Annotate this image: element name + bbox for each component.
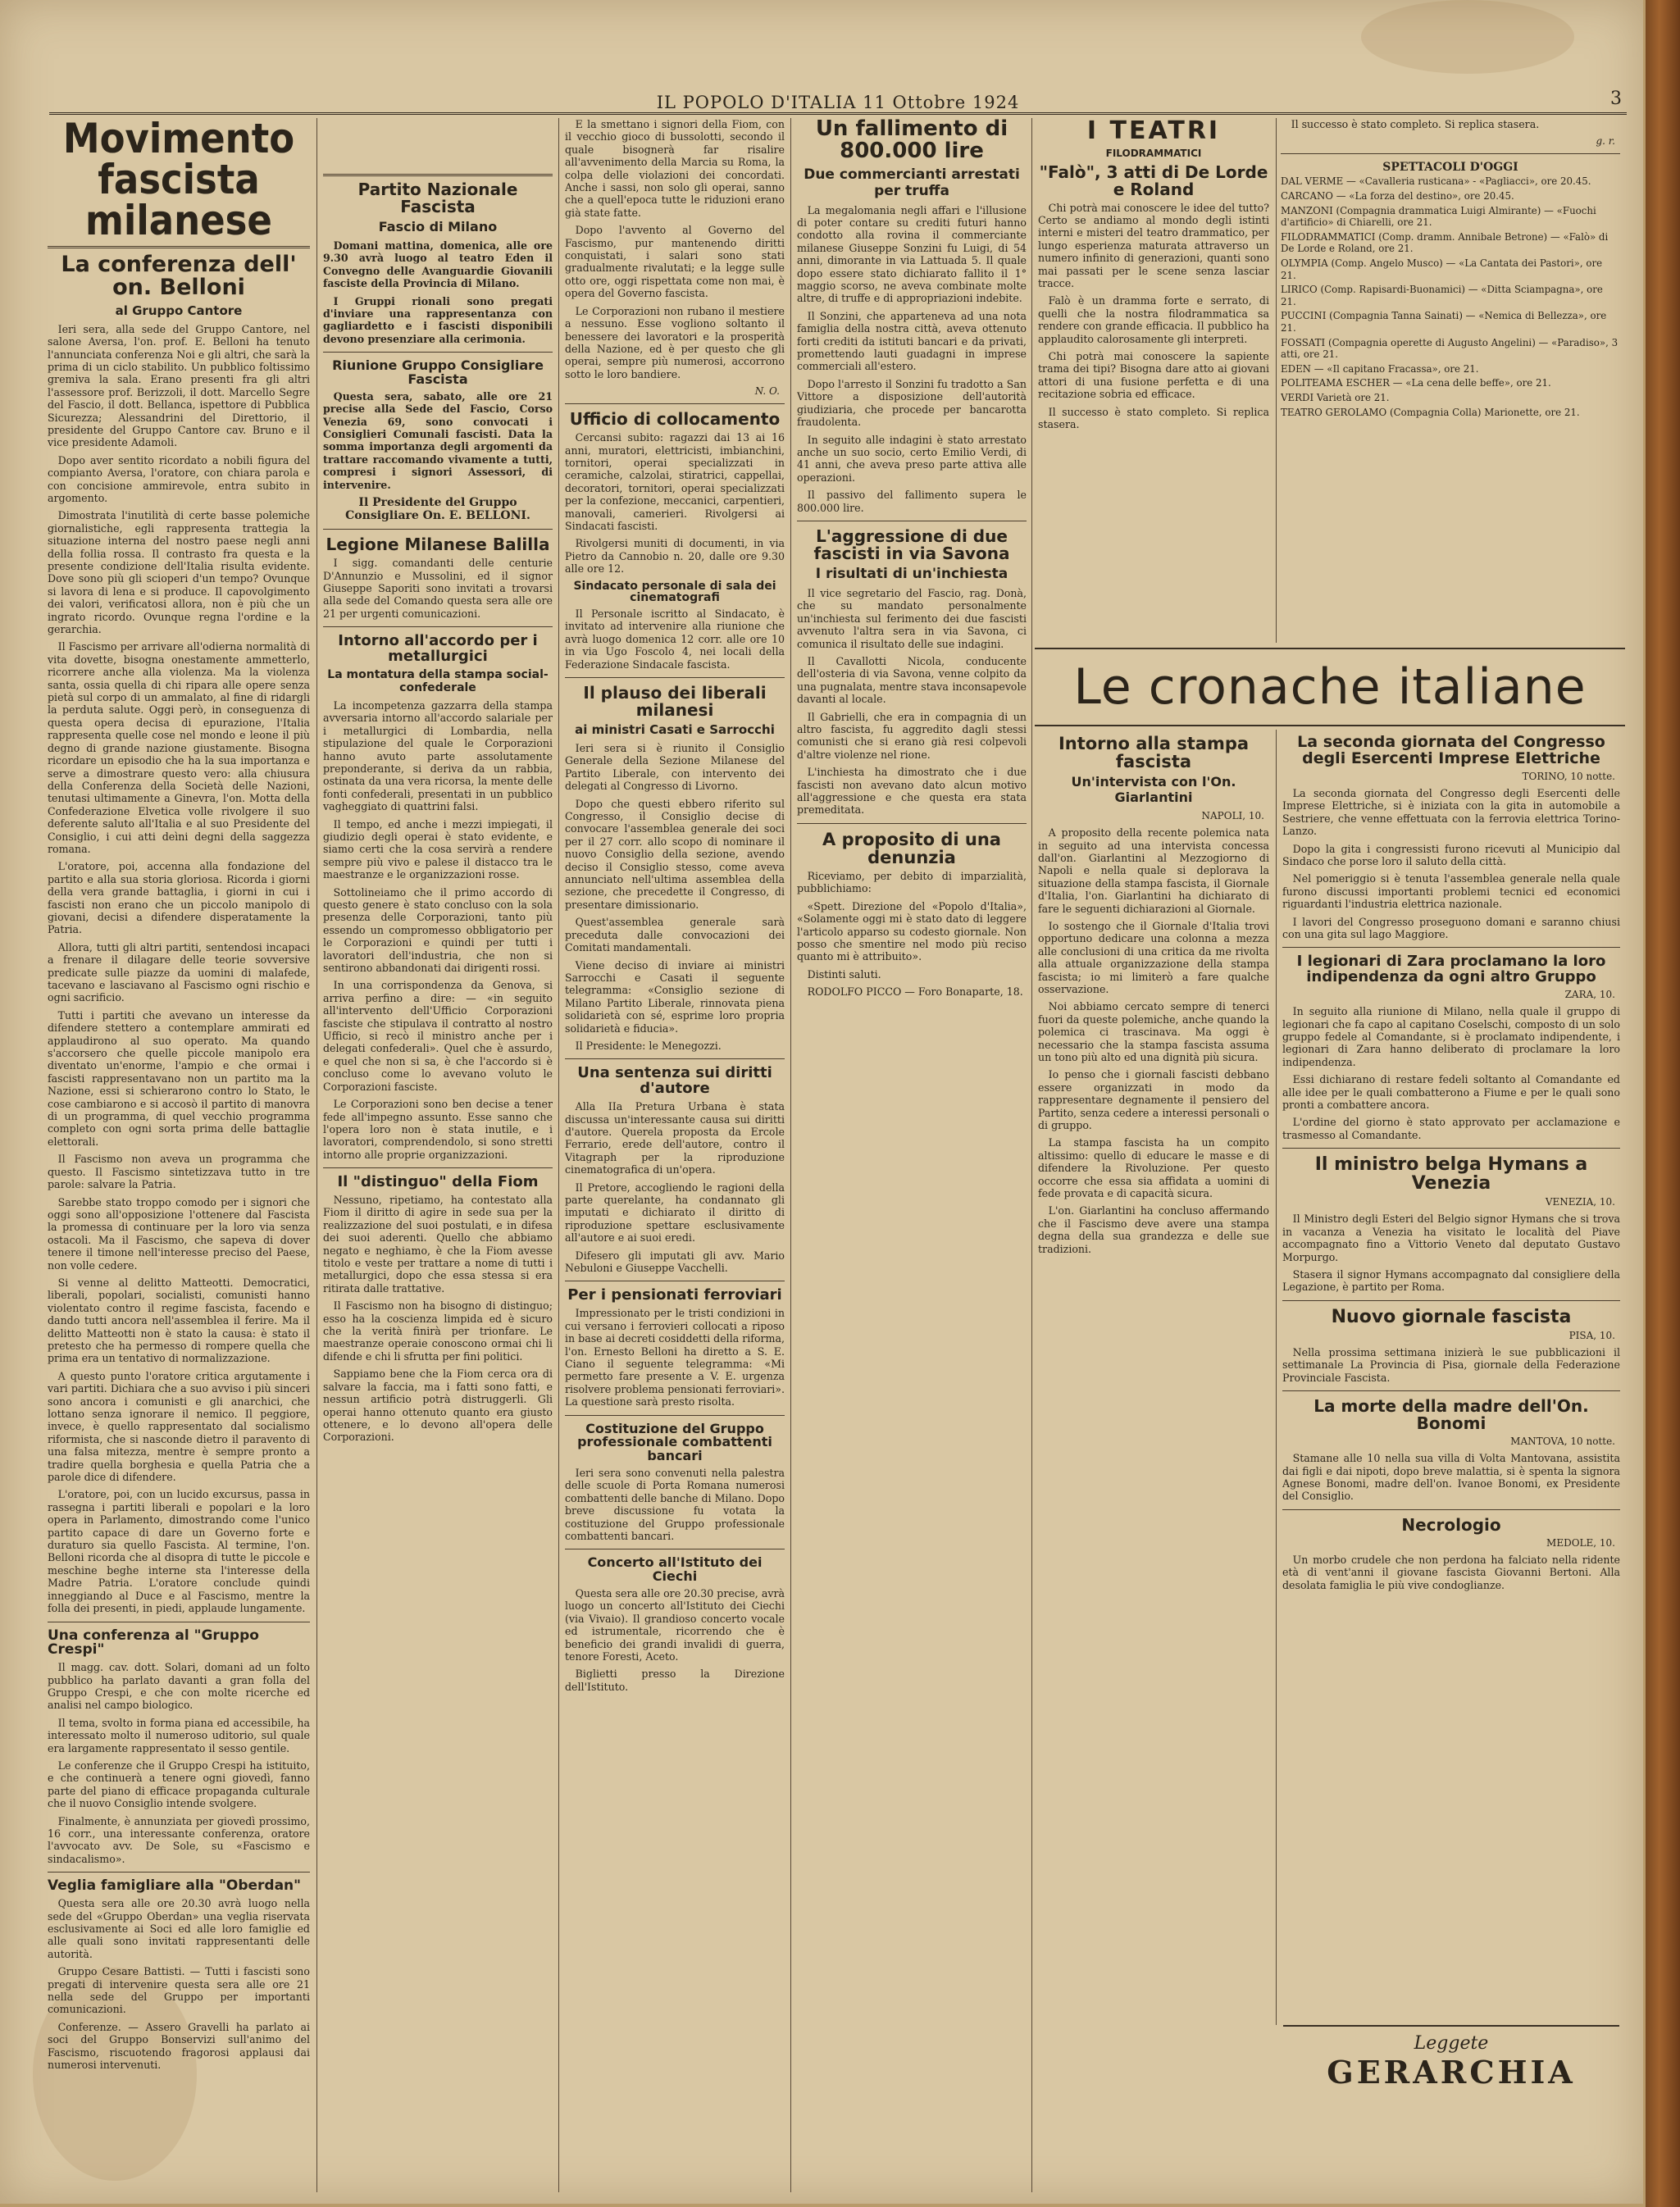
article-paragraph: Le Corporazioni sono ben decise a tener fede all'impegno assunto. Esse sanno che l'opera loro non è stata inutile, e i lavoratori, comprendendolo, si sono stretti intorno alle proprie organizzazioni. [323,1098,553,1161]
article-paragraph: Sottolineiamo che il primo accordo di questo genere è stato concluso con la sola presenza delle Corporazioni, tanto più essendo un compromesso obbligatorio per le Corporazioni e quindi per tutti i lavoratori dell'industria, che non si sentirono abbandonati dai dirigenti rossi. [323,885,553,975]
article-paragraph: Noi abbiamo cercato sempre di tenerci fuori da queste polemiche, anche quando la polemica ci trascinava. Ma oggi è necessario che la stampa fascista assuma un tono più alto ed una dignità più sicura. [1038,1000,1269,1063]
article-paragraph: Questa sera alle ore 20.30 avrà luogo nella sede del «Gruppo Oberdan» una veglia riservata esclusivamente ai Soci ed alle loro famiglie ed alle quali sono invitati rappresentanti delle autorità. [48,1897,310,1960]
article-paragraph: Domani mattina, domenica, alle ore 9.30 avrà luogo al teatro Eden il Convegno delle Avanguardie Giovanili fasciste della Provincia di Milano. [323,239,553,290]
article-paragraph: Il vice segretario del Fascio, rag. Donà, che su mandato personalmente un'inchiesta sul ferimento dei due fascisti avvenuto l'altra sera in via Savona, ci comunica il risultato delle sue indagini. [797,586,1027,650]
ad-line: Leggete [1414,2033,1489,2054]
article-paragraph: Il tema, svolto in forma piana ed accessibile, ha interessato molto il numeroso uditorio, sul quale era largamente rappresentato il sesso gentile. [48,1716,310,1754]
article-subtitle: ai ministri Casati e Sarrocchi [575,722,775,737]
article-title: Veglia famigliare alla "Oberdan" [48,1877,302,1895]
article-paragraph: Dopo che questi ebbero riferito sul Congresso, il Consiglio decise di convocare l'assemblea generale dei soci per il 27 corr. allo scopo di nominare il nuovo Consiglio della sezione, avendo deciso il Consiglio stesso, come aveva annunciato nell'ultima assemblea della sezione, che precedette il Congresso, di presentare dimissionario. [565,797,785,911]
article-paragraph: Sarebbe stato troppo comodo per i signori che oggi sono all'opposizione l'ottenere dal Fascista la promessa di continuare per la loro via senza ostacoli. Ma il Fascismo, che sapeva di dover tenere il timone nell'interesse preciso del Paese, non volle cedere. [48,1195,310,1272]
article-title: Riunione Gruppo Consigliare Fascista [332,357,544,388]
article-paragraph: Dopo l'avvento al Governo del Fascismo, pur mantenendo diritti conquistati, i salari sono stati gradualmente rivalutati; e la legge sulle otto ore, oggi rispettata come non mai, è opera del Governo fascista. [565,224,785,300]
column-1 [48,118,310,2184]
article-paragraph: La stampa fascista ha un compito altissimo: quello di educare le masse e di difendere la Rivoluzione. Per questo occorre che essa sia affidata a uomini di fede provata e di capacità sicura. [1038,1136,1269,1200]
article-headline: "Falò", 3 atti di De Lorde e Roland [1039,162,1268,199]
article-title: Intorno alla stampa fascista [1058,735,1250,772]
article-dateline: MANTOVA, 10 notte. [1510,1436,1615,1448]
article-paragraph: Il tempo, ed anche i mezzi impiegati, il giudizio degli operai è stato evidente, e siamo certi che la cosa servirà a rendere sempre più vivo e palese il distacco tra le maestranze e le organizzazioni rosse. [323,817,553,881]
listing-item: LIRICO (Comp. Rapisardi-Buonamici) — «Ditta Sciampagna», ore 21. [1281,284,1603,307]
article-paragraph: Chi potrà mai conoscere le idee del tutto? Certo se andiamo al mondo degli istinti interni e misteri del teatro drammatico, per lungo esperienza maturata attraverso un numero infinito di generazioni, quanti sono mai passati per le scene senza lasciar tracce. [1038,201,1269,289]
article-title: Ufficio di collocamento [569,409,781,430]
article-dateline: ZARA, 10. [1564,989,1615,1001]
column-rule [1276,118,1277,643]
column-6 [1038,735,1269,2194]
article-paragraph: I Gruppi rionali sono pregati d'inviare una rappresentanza con gagliardetto e i fascisti disponibili devono presenziare alla cerimonia. [323,294,553,345]
article-paragraph: Dimostrata l'inutilità di certe basse polemiche giornalistiche, egli rappresenta trattegia la situazione interna del nostro paese negli anni della follia rossa. Il contrasto fra questa e la presente condizione dell'Italia risulta evidente. Dove sono più gli scioperi d'un tempo? Ovunque si lavora di lena e si produce. Il capovolgimento dei valori, verificatosi allora, non è più che un ingrato ricordo. Ovunque regna l'ordine e la gerarchia. [48,509,310,636]
article-paragraph: Biglietti presso la Direzione dell'Istituto. [565,1668,785,1693]
article-paragraph: Questa sera alle ore 20.30 precise, avrà luogo un concerto all'Istituto dei Ciechi (via Vivaio). Il grandioso concerto vocale ed istrumentale, ricorrendo che è beneficio dei grandi invalidi di guerra, tenore Foresti, Aceto. [565,1586,785,1663]
column-rule [1276,730,1277,2025]
book-binding [1646,0,1680,2207]
article-paragraph: I sigg. comandanti delle centurie D'Annunzio e Mussolini, ed il signor Giuseppe Saporiti sono invitati a trovarsi alla sede del Comando questa sera alle ore 21 per urgenti comunicazioni. [323,557,553,620]
article-paragraph: RODOLFO PICCO — Foro Bonaparte, 18. [807,985,1023,999]
article-title: Nuovo giornale fascista [1331,1306,1572,1327]
article-paragraph: Le conferenze che il Gruppo Crespi ha istituito, e che continuerà a tenere ogni giovedì, fanno parte del piano di efficace propaganda culturale che il nuovo Consiglio intende svolgere. [48,1759,310,1810]
listing-item: PUCCINI (Compagnia Tanna Sainati) — «Nemica di Bellezza», ore 21. [1281,310,1607,334]
article-dateline: PISA, 10. [1568,1329,1615,1341]
article-title: Il plauso dei liberali milanesi [583,683,767,720]
article-paragraph: In una corrispondenza da Genova, si arriva perfino a dire: — «in seguito all'intervento dell'Ufficio Corporazioni fasciste che stipulava il contratto al nostro Ufficio, si recò il ministro anche per i delegati confederali». Quel che è assurdo, e quel che non si sa, è che l'accordo si è concluso come lo avevano voluto le Corporazioni fasciste. [323,979,553,1093]
article-paragraph: Il Fascismo non aveva un programma che questo. Il Fascismo sintetizzava tutto in tre parole: salvare la Patria. [48,1153,310,1191]
article-paragraph: La megalomania negli affari e l'illusione di poter contare su crediti futuri hanno condotto alla rovina il commerciante milanese Giuseppe Sonzini fu Luigi, di 54 anni, dimorante in via Lattuada 5. Il quale dopo essere stato dichiarato fallito il 1° maggio scorso, ne aveva combinate molte altre, di truffe e di appropriazioni indebite. [797,203,1027,305]
page-headline: Movimento fascista milanese [62,118,295,244]
column-3 [565,118,785,2184]
column-7 [1282,735,1620,2022]
article-paragraph: Distinti saluti. [807,967,881,981]
masthead [49,84,1627,115]
article-paragraph: Io sostengo che il Giornale d'Italia trovi opportuno dedicare una colonna a mezza alle conclusioni di una critica da me rivolta alla attuale organizzazione della stampa fascista; io mi limiterò a fare qualche osservazione. [1038,919,1269,995]
article-paragraph: Il Sonzini, che apparteneva ad una nota famiglia della nostra città, aveva ottenuto forti crediti da istituti bancari e da privati, promettendo lauti guadagni in imprese commerciali all'estero. [797,309,1027,373]
article-paragraph: A questo punto l'oratore critica argutamente i vari partiti. Dichiara che a suo avviso i più sinceri sono ancora i comunisti e gli anarchici, che lottano senza ignorare il nemico. Il peggiore, invece, è quello rappresentato dal socialismo riformista, che si nasconde dietro il paravento di una falsa mitezza, mentre è sempre pronto a tradire quella borghesia e quella Patria che a parole dice di difendere. [48,1369,310,1484]
article-paragraph: Sappiamo bene che la Fiom cerca ora di salvare la faccia, ma i fatti sono fatti, e nessun artificio potrà distruggerli. Gli operai hanno ottenuto quanto era giusto ottenere, e lo devono all'opera delle Corporazioni. [323,1367,553,1444]
article-signature: N. O. [754,385,780,398]
article-subtitle: I risultati di un'inchiesta [815,565,1008,582]
article-paragraph: Nella prossima settimana inizierà le sue pubblicazioni il settimanale La Provincia di Pisa, giornale della Federazione Provinciale Fascista. [1282,1345,1620,1384]
article-paragraph: Il Gabrielli, che era in compagnia di un altro fascista, fu aggredito dagli stessi comunisti che si erano già resi colpevoli d'altre violenze nel rione. [797,710,1027,761]
listing-item: DAL VERME — «Cavalleria rusticana» - «Pagliacci», ore 20.45. [1281,175,1591,188]
article-paragraph: Cercansi subito: ragazzi dai 13 ai 16 anni, muratori, elettricisti, imbianchini, tornitori, operai specializzati in ceramiche, calzolai, stiratrici, cappellai, decoratori, tornitori, operai specializzati per la confezione, meccanici, carpentieri, manovali, camerieri. Rivolgersi ai Sindacati fascisti. [565,431,785,532]
article-paragraph: Quest'assemblea generale sarà preceduta dalle convocazioni dei Comitati mandamentali. [565,916,785,954]
article-paragraph: In seguito alle indagini è stato arrestato anche un suo socio, certo Emilio Verdi, di 41 anni, che aveva preso parte attiva alle operazioni. [797,433,1027,484]
article-paragraph: Il Ministro degli Esteri del Belgio signor Hymans che si trova in vacanza a Venezia ha visitato le località del Piave accompagnato fino a Vittorio Veneto dal deputato Gustavo Morpurgo. [1282,1213,1620,1263]
article-paragraph: Conferenze. — Assero Gravelli ha parlato ai soci del Gruppo Bonservizi sull'animo del Fascismo, riscuotendo fragorosi applausi dai numerosi intervenuti. [48,2020,310,2071]
column-4 [797,118,1027,2184]
article-paragraph: Il Pretore, accogliendo le ragioni della parte querelante, ha condannato gli imputati e dichiarato il diritto di riproduzione spettare esclusivamente all'autore e ai suoi eredi. [565,1181,785,1245]
article-title: Necrologio [1401,1514,1501,1535]
article-paragraph: Le Corporazioni non rubano il mestiere a nessuno. Esse vogliono soltanto il benessere dei lavoratori e la prosperità della Nazione, ed è per questo che gli operai, sempre più numerosi, accorrono sotto le loro bandiere. [565,304,785,380]
article-paragraph: La seconda giornata del Congresso degli Esercenti delle Imprese Elettriche, si è iniziata con la gita in automobile a Sestriere, che venne effettuata con la ferrovia elettrica Torino-Lanzo. [1282,786,1620,838]
article-paragraph: Chi potrà mai conoscere la sapiente trama dei tipi? Bisogna dare atto ai giovani attori di una fusione perfetta e di una recitazione sobria ed efficace. [1038,349,1269,401]
article-paragraph: L'inchiesta ha dimostrato che i due fascisti non avevano dato alcun motivo all'aggressione e che questa era stata premeditata. [797,766,1027,817]
article-paragraph: Ieri sera, alla sede del Gruppo Cantore, nel salone Aversa, l'on. prof. E. Belloni ha tenuto l'annunciata conferenza Noi e gli altri, che sarà la prima di un ciclo stabilito. Un pubblico foltissimo gremiva la sala. Erano presenti fra gli altri l'assessore prof. Berizzoli, il dott. Marcello Segre del Fascio, il dott. Bellanca, ispettore di Pubblica Sicurezza; Alessandrini del Direttorio, il presidente del Gruppo Cantore cav. Bruno e il vice presidente Adamoli. [48,322,310,449]
article-subtitle: Fascio di Milano [378,219,498,234]
article-title: L'aggressione di due fascisti in via Savona [813,526,1010,563]
listing-item: TEATRO GEROLAMO (Compagnia Colla) Marionette, ore 21. [1281,406,1580,418]
article-paragraph: Il successo è stato completo. Si replica stasera. [1291,118,1540,130]
article-paragraph: Gruppo Cesare Battisti. — Tutti i fascisti sono pregati di intervenire questa sera alle ore 21 nella sede del Gruppo per importanti comunicazioni. [48,1965,310,2016]
article-dateline: MEDOLE, 10. [1546,1536,1615,1549]
article-title: Partito Nazionale Fascista [357,180,518,216]
article-paragraph: E la smettano i signori della Fiom, con il vecchio gioco di bussolotti, secondo il quale bisognerà far risalire all'avvenimento della Marcia su Roma, la colpa delle violazioni dei concordati. Anche i sassi, non solo gli operai, sanno che a quell'epoca tutte le riduzioni erano già state fatte. [565,118,785,219]
article-paragraph: Il successo è stato completo. Si replica stasera. [1038,405,1269,430]
article-paragraph: L'on. Giarlantini ha concluso affermando che il Fascismo deve avere una stampa degna della sua grandezza e delle sue tradizioni. [1038,1204,1269,1255]
article-title: Concerto all'Istituto dei Ciechi [587,1554,763,1585]
page-number: 3 [1610,89,1622,109]
article-paragraph: Dopo la gita i congressisti furono ricevuti al Municipio dal Sindaco che porse loro il saluto della città. [1282,842,1620,867]
article-paragraph: Si venne al delitto Matteotti. Democratici, liberali, popolari, socialisti, comunisti hanno violentato contro il regime fascista, facendo e dando tutti ancora nell'assemblea il ferire. Ma il delitto Matteotti non è stato la causa: è stato il pretesto che ha permesso di rompere quella che prima era un tentativo di normalizzazione. [48,1276,310,1365]
article-title: La morte della madre dell'On. Bonomi [1313,1396,1589,1434]
listing-item: CARCANO — «La forza del destino», ore 20.45. [1281,190,1514,202]
article-title: Una sentenza sui diritti d'autore [577,1064,772,1098]
article-paragraph: Finalmente, è annunziata per giovedì prossimo, 16 corr., una interessante conferenza, oratore l'avvocato avv. De Sole, su «Fascismo e sindacalismo». [48,1814,310,1865]
article-paragraph: In seguito alla riunione di Milano, nella quale il gruppo di legionari che fa capo al capitano Coselschi, composto di un solo gruppo fedele al Comandante, si è proclamato indipendente, i legionari di Zara hanno deliberato di proclamare la loro indipendenza. [1282,1005,1620,1068]
article-dateline: TORINO, 10 notte. [1522,770,1615,782]
article-paragraph: Il Presidente: le Menegozzi. [575,1039,722,1052]
article-title: Per i pensionati ferroviari [567,1286,782,1304]
listing-item: MANZONI (Compagnia drammatica Luigi Almirante) — «Fuochi d'artificio» di Chiarelli, ore 21. [1281,204,1596,229]
article-subtitle: al Gruppo Cantore [115,303,243,318]
column-5 [1038,118,1269,643]
ad-title: GERARCHIA [1327,2054,1576,2091]
article-title: Costituzione del Gruppo professionale combattenti bancari [577,1420,772,1464]
listing-item: FOSSATI (Compagnia operette di Augusto Angelini) — «Paradiso», 3 atti, ore 21. [1281,336,1619,361]
column-rule [316,118,317,2192]
article-paragraph: Ieri sera sono convenuti nella palestra delle scuole di Porta Romana numerosi combattenti delle banche di Milano. Dopo breve discussione fu votata la costituzione del Gruppo professionale combattenti bancari. [565,1466,785,1542]
listing-item: VERDI Varietà ore 21. [1281,391,1390,403]
column-rule [790,118,791,2192]
article-title: I legionari di Zara proclamano la loro indipendenza da ogni altro Gruppo [1296,953,1606,986]
masthead-title: IL POPOLO D'ITALIA 11 Ottobre 1924 [656,93,1020,112]
article-title: Una conferenza al "Gruppo Crespi" [48,1627,259,1659]
article-title: La conferenza dell' on. Belloni [61,252,297,301]
listing-item: POLITEAMA ESCHER — «La cena delle beffe», ore 21. [1281,377,1551,389]
article-paragraph: L'ordine del giorno è stato approvato per acclamazione e trasmesso al Comandante. [1282,1116,1620,1141]
article-paragraph: Io penso che i giornali fascisti debbano essere organizzati in modo da rappresentare degnamente il pensiero del Partito, senza cedere a interessi personali o di gruppo. [1038,1068,1269,1132]
column-rule [558,118,559,2192]
article-paragraph: Il magg. cav. dott. Solari, domani ad un folto pubblico ha parlato davanti a gran folla del Gruppo Crespi, e che con molte ricerche ed analisi nel campo biologico. [48,1661,310,1712]
section-banner-title: Le cronache italiane [1073,658,1587,716]
article-paragraph: L'oratore, poi, con un lucido excursus, passa in rassegna i partiti liberali e popolari e la loro opera in Parlamento, dimostrando come l'unico partito capace di dare un Governo forte e duraturo sia quello Fascista. Al termine, l'on. Belloni ricorda che al disopra di tutte le piccole e meschine beghe interne sta l'interesse della Madre Patria. L'oratore conclude quindi inneggiando al Duce e al Fascismo, mentre la folla dei presenti, in piedi, applaude lungamente. [48,1488,310,1615]
article-signature: g. r. [1596,135,1615,148]
article-subtitle: Due commercianti arrestati per truffa [804,166,1020,199]
article-paragraph: Falò è un dramma forte e serrato, di quelli che la nostra filodrammatica sa rendere con grande efficacia. Il pubblico ha applaudito calorosamente gli interpreti. [1038,294,1269,345]
article-paragraph: A proposito della recente polemica nata in seguito ad una intervista concessa dall'on. Giarlantini al Mezzogiorno di Napoli e nella quale si deplorava la situazione della stampa fascista, il Giornale d'Italia, l'on. Giarlantini ha dichiarato di fare le seguenti dichiarazioni al Giornale. [1038,826,1269,915]
article-paragraph: Il Fascismo non ha bisogno di distinguo; esso ha la coscienza limpida ed è sicuro che la verità finirà per trionfare. Le maestranze operaie conoscono ormai chi li difende e chi li sfrutta per fini politici. [323,1299,553,1363]
article-title: Intorno all'accordo per i metallurgici [338,632,538,666]
article-title: Sindacato personale di sala dei cinematografi [573,579,776,605]
article-paragraph: Allora, tutti gli altri partiti, sentendosi incapaci a frenare il dilagare delle teorie sovversive predicate sulle piazze da uomini di malafede, tacevano e lasciavano al Fascismo ogni rischio e ogni sacrificio. [48,940,310,1004]
article-paragraph: Questa sera, sabato, alle ore 21 precise alla Sede del Fascio, Corso Venezia 69, sono convocati i Consiglieri Comunali fascisti. Data la somma importanza degli argomenti da trattare raccomando vivamente a tutti, compresi i signori Assessori, di intervenire. [323,389,553,491]
column-rule [1031,118,1032,2192]
listing-item: OLYMPIA (Comp. Angelo Musco) — «La Cantata dei Pastori», ore 21. [1281,257,1603,281]
article-dateline: NAPOLI, 10. [1201,810,1264,822]
article-paragraph: L'oratore, poi, accenna alla fondazione del partito e alla sua storia gloriosa. Ricorda i giorni della vera grande battaglia, i giorni in cui i fascisti non erano che un piccolo manipolo di giovani, decisi a difendere disperatamente la Patria. [48,860,310,936]
article-paragraph: Il passivo del fallimento supera le 800.000 lire. [797,489,1027,514]
section-title: SPETTACOLI D'OGGI [1382,161,1518,175]
article-paragraph: Dopo aver sentito ricordato a nobili figura del compianto Aversa, l'oratore, con chiara parola e con concisione ammirevole, entra subito in argomento. [48,453,310,504]
article-paragraph: Riceviamo, per debito di imparzialità, pubblichiamo: [797,869,1027,895]
article-signature: Il Presidente del Gruppo Consigliare On. E. BELLONI. [345,496,530,523]
article-paragraph: Stasera il signor Hymans accompagnato dal consigliere della Legazione, è partito per Roma. [1282,1268,1620,1294]
article-title: I TEATRI [1086,118,1221,145]
article-paragraph: Rivolgersi muniti di documenti, in via Pietro da Cannobio n. 20, dalle ore 9.30 alle ore 12. [565,537,785,576]
article-title: La seconda giornata del Congresso degli Esercenti Imprese Elettriche [1297,735,1605,767]
article-paragraph: Il Fascismo per arrivare all'odierna normalità di vita dovette, bisogna onestamente ammetterlo, ricorrere anche alla violenza. Ma la violenza santa, ossia quella di chi ripara alle opere senza pietà sul corpo di un ammalato, al fine di ridargli la perduta salute. Oggi però, in conseguenza di questa opera decisa di epurazione, l'Italia rappresenta quelle cose nel mondo e leone il più degno di grande nazione giustamente. Bisogna ricordare un episodio che ha la sua importanza e serve a dimostrare questo vero: alla chiusura della Conferenza della Società delle Nazioni, tenutasi ultimamente a Ginevra, l'on. Motta della Confederazione Elvetica volle rivolgere il suo deferente saluto all'Italia e al suo Presidente del Consiglio, i cui atti deìni degni della saggezza romana. [48,640,310,855]
article-paragraph: Alla IIa Pretura Urbana è stata discussa un'interessante causa sui diritti d'autore. Querela proposta da Ercole Ferrario, erede dell'autore, contro il Vitagraph per la riproduzione cinematografica di un'opera. [565,1100,785,1176]
article-paragraph: Il Personale iscritto al Sindacato, è invitato ad intervenire alla riunione che avrà luogo domenica 12 corr. alle ore 10 in via Ugo Foscolo 4, nei locali della Federazione Sindacale fascista. [565,607,785,671]
article-paragraph: Tutti i partiti che avevano un interesse da difendere stettero a contemplare ammirati ed applaudirono al suo operato. Ma quando s'accorsero che quelle piccole manipolo era diventato un'enorme, l'ampio e che ormai i fascisti rappresentavano non un partito ma la Nazione, essi si schierarono contro lo Stato, le cose cambiarono e si accosò il partito di manovra di un programma, di quel vecchio programma completo con ogni sorta prima delle battaglie elettorali. [48,1008,310,1148]
article-dateline: VENEZIA, 10. [1545,1196,1615,1208]
article-title: A proposito di una denunzia [822,829,1001,867]
article-paragraph: Difesero gli imputati gli avv. Mario Nebuloni e Giuseppe Vacchelli. [565,1249,785,1274]
article-paragraph: Essi dichiarano di restare fedeli soltanto al Comandante ed alle idee per le quali combatterono a Fiume e per le quali sono pronti a combattere ancora. [1282,1073,1620,1111]
advertisement [1283,2025,1619,2100]
article-title: Il "distinguo" della Fiom [337,1173,539,1191]
column-5b [1281,118,1620,643]
article-paragraph: Un morbo crudele che non perdona ha falciato nella ridente età di vent'anni il giovane fascista Giovanni Bertoni. Alla desolata famiglia le più vive condoglianze. [1282,1553,1620,1591]
article-title: Il ministro belga Hymans a Venezia [1314,1154,1588,1195]
article-paragraph: Viene deciso di inviare ai ministri Sarrocchi e Casati il seguente telegramma: «Consiglio sezione di Milano Partito Liberale, rinnovata piena solidarietà con sé, esprime loro propria solidarietà e fiducia». [565,958,785,1035]
article-paragraph: Ieri sera si è riunito il Consiglio Generale della Sezione Milanese del Partito Liberale, con intervento dei delegati al Congresso di Livorno. [565,742,785,793]
article-subtitle: La montatura della stampa social-confederale [327,667,549,694]
listing-item: FILODRAMMATICI (Comp. dramm. Annibale Betrone) — «Falò» di De Lorde e Roland, ore 21. [1281,230,1609,255]
article-title: Legione Milanese Balilla [326,535,550,555]
article-subtitle: Un'intervista con l'On. Giarlantini [1071,774,1236,806]
article-paragraph: Nel pomeriggio si è tenuta l'assemblea generale nella quale furono discussi importanti problemi tecnici ed economici riguardanti l'industria elettrica nazionale. [1282,872,1620,911]
article-title: Un fallimento di 800.000 lire [815,118,1008,164]
article-subtitle: FILODRAMMATICI [1105,147,1202,159]
listing-item: EDEN — «Il capitano Fracassa», ore 21. [1281,362,1479,375]
article-paragraph: Nessuno, ripetiamo, ha contestato alla Fiom il diritto di agire in sede sua per la realizzazione del suoi postulati, e in difesa dei suoi aderenti. Quello che abbiamo negato e neghiamo, è che la Fiom avesse titolo e veste per trattare a nome di tutti i metallurgici, dopo che essa stessa si era ritirata dalle trattative. [323,1194,553,1295]
article-paragraph: Stamane alle 10 nella sua villa di Volta Mantovana, assistita dai figli e dai nipoti, dopo breve malattia, si è spenta la signora Agnese Bonomi, madre dell'on. Ivanoe Bonomi, ex Presidente del Consiglio. [1282,1452,1620,1503]
article-paragraph: I lavori del Congresso proseguono domani e saranno chiusi con una gita sul lago Maggiore. [1282,915,1620,940]
article-paragraph: Il Cavallotti Nicola, conducente dell'osteria di via Savona, venne colpito da una pugnalata, mentre stava inconsapevole davanti al locale. [797,654,1027,706]
section-banner [1035,648,1625,726]
article-paragraph: Impressionato per le tristi condizioni in cui versano i ferrovieri collocati a riposo in base ai decreti cosiddetti della riforma, l'on. Ernesto Belloni ha diretto a S. E. Ciano il seguente telegramma: «Mi permetto fare presente a V. E. urgenza risolvere problema pensionati ferroviari». La questione sarà presto risolta. [565,1307,785,1408]
article-paragraph: Dopo l'arresto il Sonzini fu tradotto a San Vittore a disposizione dell'autorità giudiziaria, che procede per bancarotta fraudolenta. [797,377,1027,429]
article-paragraph: «Spett. Direzione del «Popolo d'Italia», «Solamente oggi mi è stato dato di leggere l'articolo apparso su codesto giornale. Non posso che smentire nel modo più reciso quanto mi è attribuito». [797,899,1027,963]
article-paragraph: La incompetenza gazzarra della stampa avversaria intorno all'accordo salariale per i metallurgici di Lombardia, nella stipulazione del quale le Corporazioni hanno avuto parte assolutamente preponderante, si deriva da un rabbia, ostinata da una vera ricorsa, la mente delle fonti confederali, presentati in un pubblico vagheggiato di quattrini falsi. [323,699,553,813]
column-2 [323,118,553,2184]
